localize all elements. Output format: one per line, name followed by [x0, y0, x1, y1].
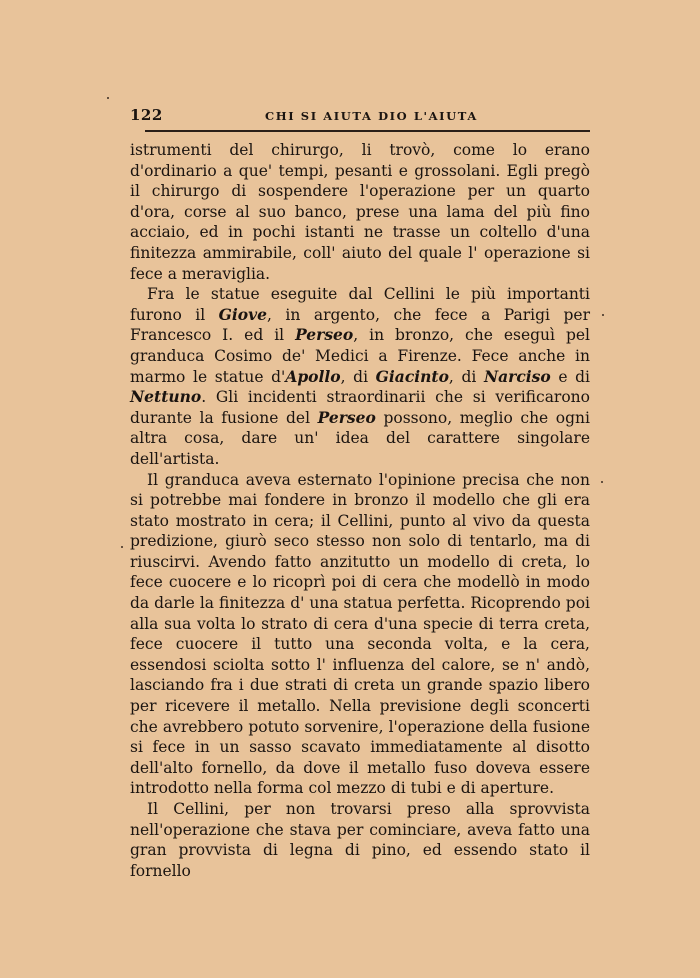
italic-work-title: Narciso	[483, 366, 551, 386]
italic-work-title: Nettuno	[130, 387, 202, 407]
italic-work-title: Perseo	[295, 325, 354, 345]
running-title: CHI SI AIUTA DIO L'AIUTA	[265, 109, 478, 123]
page-number: 122	[130, 106, 163, 124]
print-speck	[107, 97, 109, 99]
italic-work-title: Giacinto	[375, 366, 449, 386]
page-header	[130, 106, 590, 126]
header-rule	[145, 130, 590, 132]
paragraph-4: Il Cellini, per non trovarsi preso alla sprovvista nell'operazione che stava per cominciare, aveva fatto una gran provvista di legna di pino, ed essendo stato il fornello	[130, 800, 590, 880]
paragraph-3: Il granduca aveva esternato l'opinione precisa che non si potrebbe mai fondere in bronzo il modello che gli era stato mostrato in cera; il Cellini, punto al vivo da questa predizione, giurò seco stesso non solo di tentarlo, ma di riuscirvi. Avendo fatto anzitutto un modello di creta, lo fece cuocere e lo ricoprì poi di cera che modellò in modo da darle la finitezza d' una statua perfetta. Ricoprendo poi alla sua volta lo strato di cera d'una specie di terra creta, fece cuocere il tutto una seconda volta, e la cera, essendosi sciolta sotto l' influenza del calore, se n' andò, lasciando fra i due strati di creta un grande spazio libero per ricevere il metallo. Nella previsione degli sconcerti che avrebbero potuto sorvenire, l'operazione della fusione si fece in un sasso scavato immediatamente al disotto dell'alto fornello, da dove il metallo fuso doveva essere introdotto nella forma col mezzo di tubi e di aperture.	[130, 470, 590, 798]
print-speck	[121, 546, 123, 548]
print-speck	[602, 314, 604, 316]
italic-work-title: Perseo	[317, 407, 376, 427]
body-text	[130, 140, 590, 881]
italic-work-title: Apollo	[285, 366, 341, 386]
paragraph-2: Fra le statue eseguite dal Cellini le più importanti furono il Giove, in argento, che fece a Parigi per Francesco I. ed il Perseo, in bronzo, che eseguì pel granduca Cosimo de' Medici a Firenze. Fece anche in marmo le statue d'Apollo, di Giacinto, di Narciso e di Nettuno. Gli incidenti straordinarii che si verificarono durante la fusione del Perseo possono, meglio che ogni altra cosa, dare un' idea del carattere singolare dell'artista.	[130, 285, 591, 468]
print-speck	[601, 481, 603, 483]
italic-work-title: Giove	[218, 304, 267, 324]
paragraph-1: istrumenti del chirurgo, li trovò, come lo erano d'ordinario a que' tempi, pesanti e grossolani. Egli pregò il chirurgo di sospendere l'operazione per un quarto d'ora, corse al suo banco, prese una lama del più fino acciaio, ed in pochi istanti ne trasse un coltello d'una finitezza ammirabile, coll' aiuto del quale l' operazione si fece a meraviglia.	[130, 141, 590, 283]
